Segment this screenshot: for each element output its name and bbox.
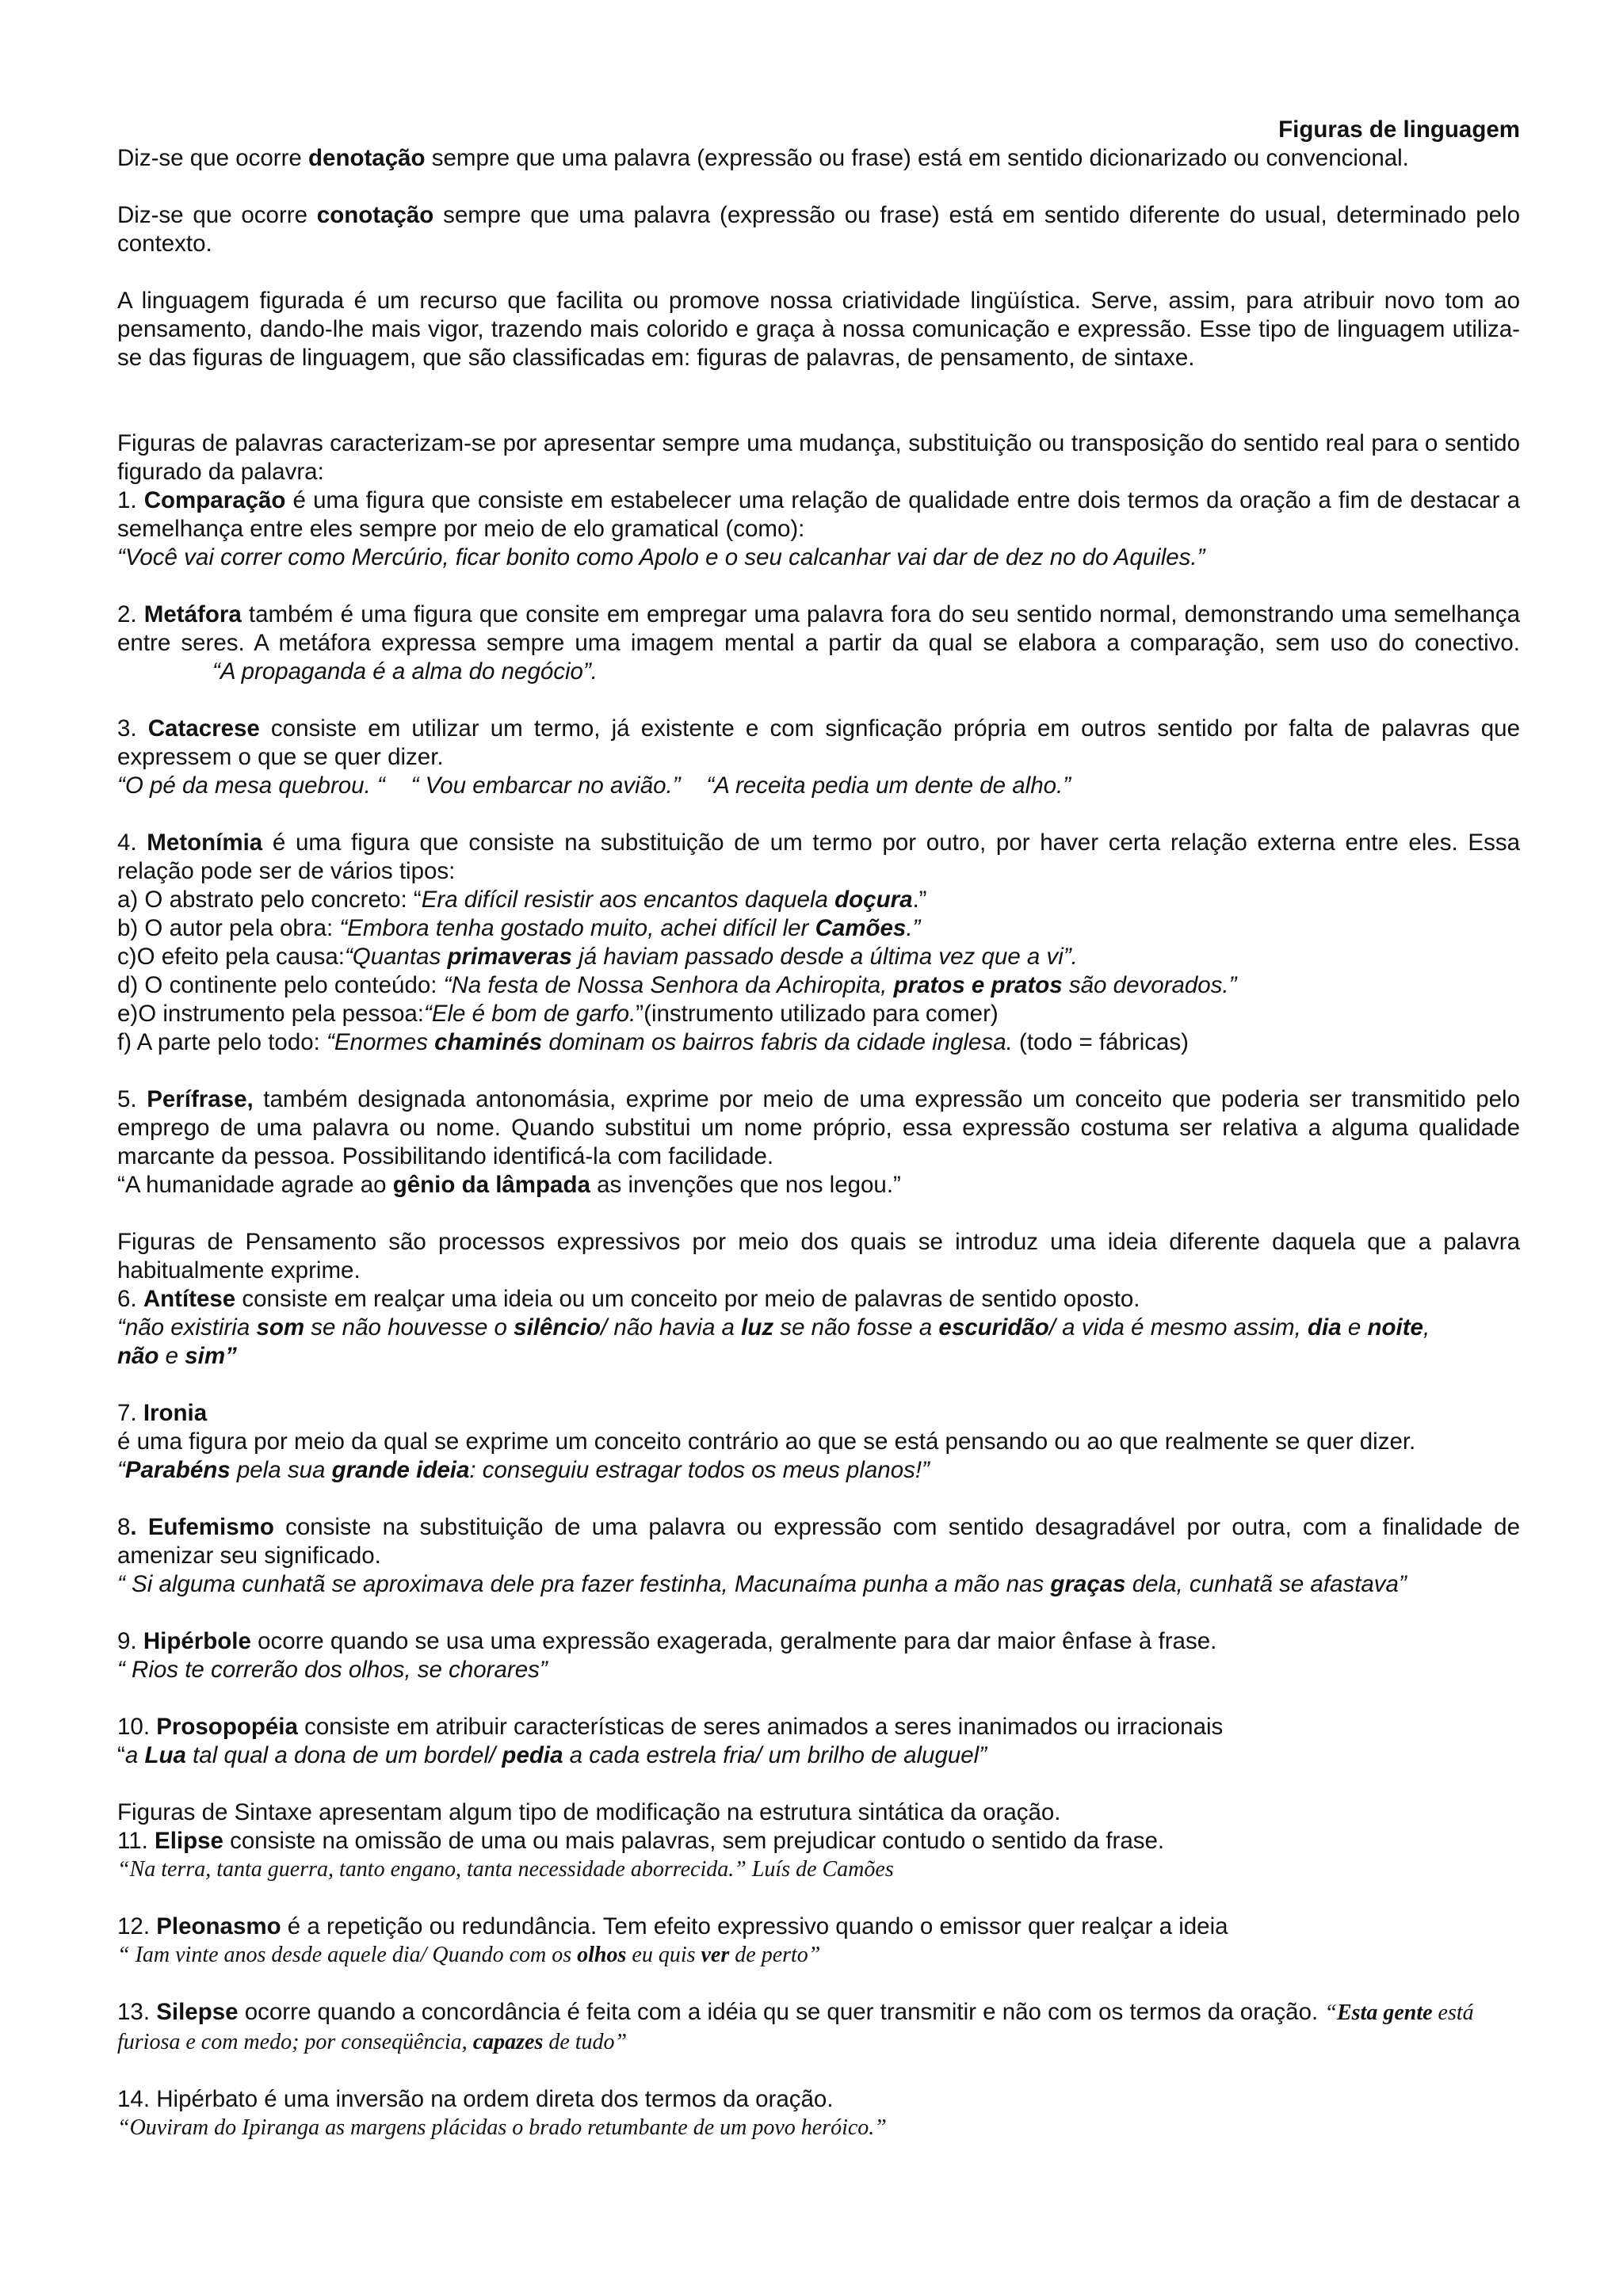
metonimia-paragraph [117, 829, 1520, 886]
emphasis: Lua [144, 1742, 186, 1768]
emphasis: não [117, 1343, 159, 1369]
figuras-sintaxe-intro: Figuras de Sintaxe apresentam algum tipo de modificação na estrutura sintática da oração. [117, 1799, 1061, 1825]
example-text: pela sua [230, 1457, 332, 1483]
example-text: está furiosa e com medo; por conseqüência, [117, 2000, 1474, 2054]
text: consiste em realçar uma ideia ou um conceito por meio de palavras de sentido oposto. [235, 1286, 1140, 1312]
emphasis: sim” [185, 1343, 237, 1369]
example-text: a cada estrela fria/ um brilho de aluguel” [563, 1742, 987, 1768]
text: (todo = fábricas) [1012, 1029, 1189, 1055]
text: é uma figura por meio da qual se exprime um conceito contrário ao que se está pensando ou ao que realmente se quer dizer. [117, 1428, 1416, 1455]
term-prosopopeia: Prosopopéia [156, 1714, 298, 1740]
prosopopeia-paragraph [117, 1713, 1520, 1741]
emphasis: primaveras [447, 944, 572, 970]
emphasis: Parabéns [124, 1457, 231, 1483]
term-denotacao: denotação [308, 145, 426, 171]
example-text: “ Vou embarcar no avião.” [411, 772, 681, 799]
term-comparacao: Comparação [143, 487, 286, 513]
metonimia-item-d [117, 971, 1520, 1000]
antitese-paragraph [117, 1285, 1520, 1314]
text: é uma figura que consiste na substituição de um termo por outro, por haver certa relação externa entre eles. Essa relação pode ser de vários tipos: [117, 830, 1520, 884]
item-number: 10. [117, 1714, 157, 1740]
emphasis: Camões [815, 915, 907, 941]
text: consiste em utilizar um termo, já existente e com signficação própria em outros sentido por falta de palavras que expressem o que se quer dizer. [117, 715, 1520, 770]
conotacao-paragraph [117, 201, 1520, 258]
text: consiste na substituição de uma palavra ou expressão com sentido desagradável por outra, com a finalidade de amenizar seu significado. [117, 1514, 1520, 1569]
example-text: são devorados.” [1062, 972, 1237, 998]
emphasis: dia [1308, 1314, 1342, 1341]
example-text: dominam os bairros fabris da cidade inglesa. [542, 1029, 1013, 1055]
example-text: “Você vai correr como Mercúrio, ficar bonito como Apolo e o seu calcanhar vai dar de dez no do Aquiles.” [117, 544, 1205, 570]
example-text: dela, cunhatã se afastava” [1125, 1571, 1407, 1597]
term-silepse: Silepse [156, 1999, 239, 2025]
example-text: se não houvesse o [304, 1314, 514, 1341]
text: e)O instrumento pela pessoa: [117, 1001, 424, 1027]
text: .” [912, 887, 927, 913]
text: f) A parte pelo todo: [117, 1029, 327, 1055]
example-text: “Enormes [327, 1029, 435, 1055]
example-text: “Na festa de Nossa Senhora da Achiropita, [443, 972, 894, 998]
term-perifrase: Perífrase, [147, 1086, 254, 1112]
example-text: “Quantas [344, 944, 448, 970]
silepse-paragraph [117, 1998, 1520, 2057]
term-elipse: Elipse [155, 1828, 223, 1854]
example-text: de tudo” [543, 2030, 628, 2054]
text: consiste na omissão de uma ou mais palavras, sem prejudicar contudo o sentido da frase. [223, 1828, 1165, 1854]
emphasis: graças [1050, 1571, 1126, 1597]
emphasis: gênio da lâmpada [392, 1172, 590, 1198]
text: Diz-se que ocorre [117, 202, 317, 228]
emphasis: Esta gente [1336, 2000, 1433, 2025]
term-hiperbole: Hipérbole [143, 1628, 251, 1654]
item-number: 2. [117, 601, 144, 627]
metonimia-item-e [117, 1000, 1520, 1028]
antitese-example [117, 1314, 1520, 1371]
term-pleonasmo: Pleonasmo [156, 1913, 281, 1939]
item-number: 5. [117, 1086, 147, 1112]
metafora-paragraph [117, 601, 1520, 686]
item-number: 9. [117, 1628, 143, 1654]
text: ”(instrumento utilizado para comer) [636, 1001, 999, 1027]
example-text: já haviam passado desde a última vez que a vi”. [571, 944, 1078, 970]
metonimia-item-a [117, 886, 1520, 914]
example-text: e [158, 1343, 185, 1369]
emphasis: olhos [577, 1943, 627, 1967]
text: b) O autor pela obra: [117, 915, 340, 941]
term-metafora: Metáfora [143, 601, 242, 627]
example-text: “não existiria [117, 1314, 257, 1341]
metonimia-item-c [117, 943, 1520, 971]
term-antitese: Antítese [143, 1286, 236, 1312]
example-text: , [1423, 1314, 1430, 1341]
pleonasmo-example [117, 1941, 1520, 1970]
emphasis: doçura [834, 887, 913, 913]
example-text: se não fosse a [773, 1314, 939, 1341]
metonimia-item-f [117, 1028, 1520, 1057]
example-text: “Ouviram do Ipiranga as margens plácidas o brado retumbante de um povo heróico.” [117, 2115, 887, 2140]
example-text: “A receita pedia um dente de alho.” [706, 772, 1071, 799]
example-text: “ [1324, 2000, 1337, 2025]
elipse-paragraph [117, 1827, 1520, 1855]
example-text: “Ele é bom de garfo. [424, 1001, 636, 1027]
emphasis: ver [701, 1943, 730, 1967]
emphasis: capazes [472, 2030, 544, 2054]
term-conotacao: conotação [316, 202, 434, 228]
text: c)O efeito pela causa: [117, 944, 345, 970]
example-text: “ Si alguma cunhatã se aproximava dele pra fazer festinha, Macunaíma punha a mão nas [117, 1571, 1051, 1597]
item-number: 12. [117, 1913, 157, 1939]
document-body [117, 116, 1520, 2142]
text: ocorre quando se usa uma expressão exagerada, geralmente para dar maior ênfase à frase. [250, 1628, 1217, 1654]
metonimia-item-b [117, 914, 1520, 943]
item-number: 11. [117, 1828, 155, 1854]
item-number: 13. [117, 1999, 157, 2025]
emphasis: luz [741, 1314, 774, 1341]
example-text: de perto” [729, 1943, 821, 1967]
text: “ [117, 1742, 125, 1768]
hiperbato-example [117, 2114, 1520, 2142]
pleonasmo-paragraph [117, 1913, 1520, 1941]
figuras-palavras-intro: Figuras de palavras caracterizam-se por apresentar sempre uma mudança, substituição ou transposição do sentido real para o sentido figurado da palavra: [117, 430, 1520, 485]
hiperbato-paragraph: 14. Hipérbato é uma inversão na ordem direta dos termos da oração. [117, 2086, 834, 2112]
catacrese-paragraph [117, 715, 1520, 772]
term-eufemismo: . Eufemismo [130, 1514, 274, 1540]
example-text: “ Iam vinte anos desde aquele dia/ Quando com os [117, 1943, 578, 1967]
text: Diz-se que ocorre [117, 145, 309, 171]
hiperbole-example [117, 1656, 1520, 1684]
term-ironia: Ironia [143, 1400, 208, 1426]
comparacao-paragraph [117, 486, 1520, 543]
elipse-example [117, 1855, 1520, 1884]
metafora-example: “A propaganda é a alma do negócio”. [212, 658, 598, 685]
text: consiste em atribuir características de seres animados a seres inanimados ou irracionais [297, 1714, 1224, 1740]
emphasis: pedia [502, 1742, 563, 1768]
text: também é uma figura que consite em empregar uma palavra fora do seu sentido normal, demonstrando uma semelhança entre seres. A metáfora expressa sempre uma imagem mental a partir da qual se elabora a comparação, sem uso do conectivo. [117, 601, 1520, 656]
example-text: / não havia a [601, 1314, 742, 1341]
example-text: : conseguiu estragar todos os meus planos!” [469, 1457, 930, 1483]
text: “A humanidade agrade ao [117, 1172, 393, 1198]
text: é a repetição ou redundância. Tem efeito expressivo quando o emissor quer realçar a ideia [281, 1913, 1228, 1939]
item-number: 8 [117, 1514, 131, 1540]
emphasis: escuridão [938, 1314, 1049, 1341]
text: sempre que uma palavra (expressão ou frase) está em sentido diferente do usual, determinado pelo contexto. [117, 202, 1520, 257]
example-text: “O pé da mesa quebrou. “ [117, 772, 385, 799]
item-number: 3. [117, 715, 148, 742]
eufemismo-paragraph [117, 1513, 1520, 1570]
example-text: Era difícil resistir aos encantos daquela [421, 887, 835, 913]
item-number: 6. [117, 1286, 143, 1312]
example-text: .” [906, 915, 921, 941]
text: também designada antonomásia, exprime por meio de uma expressão um conceito que poderia ser transmitido pelo emprego de uma palavra ou nome. Quando substitui um nome próprio, essa expressão costuma ser relativa a alguma qualidade marcante da pessoa. Possibilitando identificá-la com facilidade. [117, 1086, 1520, 1169]
emphasis: chaminés [434, 1029, 543, 1055]
text: d) O continente pelo conteúdo: [117, 972, 444, 998]
text: as invenções que nos legou.” [590, 1172, 901, 1198]
text: ocorre quando a concordância é feita com a idéia qu se quer transmitir e não com os termos da oração. [238, 1999, 1325, 2025]
example-text: “Embora tenha gostado muito, achei difícil ler [339, 915, 815, 941]
item-number: 4. [117, 830, 147, 856]
item-number: 1. [117, 487, 144, 513]
example-text: “Na terra, tanta guerra, tanto engano, tanta necessidade aborrecida.” Luís de Camões [117, 1857, 894, 1882]
text: é uma figura que consiste em estabelecer uma relação de qualidade entre dois termos da oração a fim de destacar a semelhança entre eles sempre por meio de elo gramatical (como): [117, 487, 1520, 542]
text: a) O abstrato pelo concreto: “ [117, 887, 422, 913]
example-text: a [124, 1742, 145, 1768]
term-metonimia: Metonímia [147, 830, 263, 856]
emphasis: noite [1367, 1314, 1423, 1341]
linguagem-figurada-paragraph: A linguagem figurada é um recurso que facilita ou promove nossa criatividade lingüística. Serve, assim, para atribuir novo tom ao pensamento, dando-lhe mais vigor, trazendo mais colorido e graça à nossa comunicação e expressão. Esse tipo de linguagem utiliza-se das figuras de linguagem, que são classificadas em: figuras de palavras, de pensamento, de sintaxe. [117, 288, 1520, 371]
example-text: tal qual a dona de um bordel/ [185, 1742, 502, 1768]
example-text: eu quis [626, 1943, 701, 1967]
prosopopeia-example [117, 1741, 1520, 1770]
example-text: / a vida é mesmo assim, [1048, 1314, 1308, 1341]
emphasis: grande ideia [331, 1457, 470, 1483]
emphasis: som [256, 1314, 305, 1341]
ironia-paragraph [117, 1399, 1520, 1485]
perifrase-paragraph [117, 1085, 1520, 1171]
denotacao-paragraph [117, 144, 1520, 173]
hiperbole-paragraph [117, 1627, 1520, 1656]
example-text: e [1341, 1314, 1368, 1341]
catacrese-examples [117, 772, 1520, 800]
eufemismo-example [117, 1570, 1520, 1599]
emphasis: pratos e pratos [893, 972, 1063, 998]
perifrase-example [117, 1171, 1520, 1199]
emphasis: silêncio [514, 1314, 601, 1341]
example-text: “ Rios te correrão dos olhos, se chorares” [117, 1657, 548, 1683]
comparacao-example [117, 543, 1520, 572]
text: sempre que uma palavra (expressão ou frase) está em sentido dicionarizado ou convencional. [425, 145, 1409, 171]
term-catacrese: Catacrese [147, 715, 260, 742]
item-number: 7. [117, 1400, 143, 1426]
document-title: Figuras de linguagem [1278, 116, 1520, 143]
figuras-pensamento-intro: Figuras de Pensamento são processos expressivos por meio dos quais se introduz uma ideia diferente daquela que a palavra habitualmente exprime. [117, 1229, 1520, 1283]
example-text: “ [117, 1457, 125, 1483]
